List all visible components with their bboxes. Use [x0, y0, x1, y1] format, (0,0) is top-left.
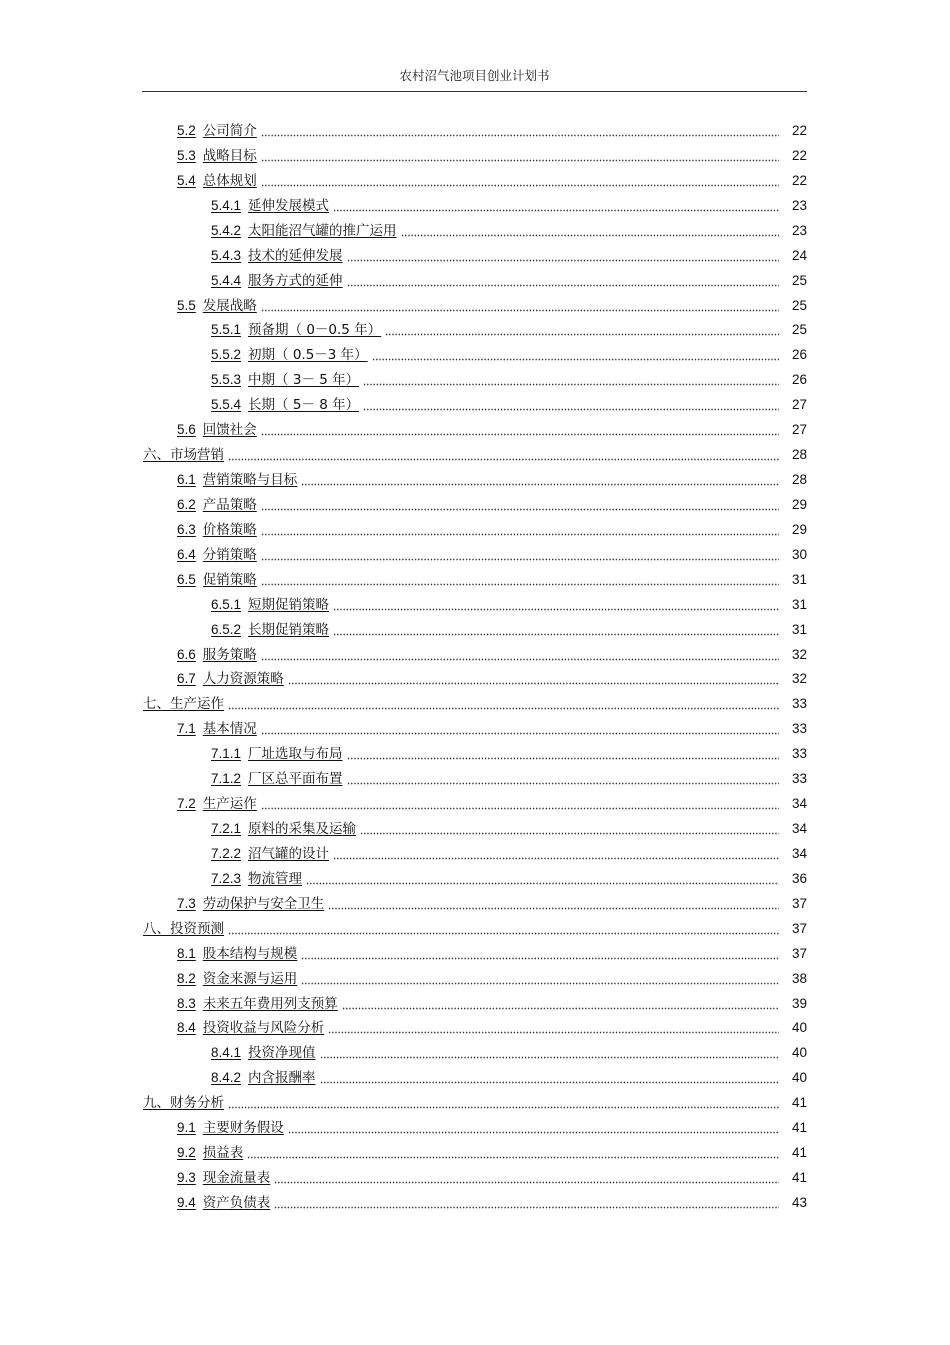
toc-entry[interactable]	[177, 719, 807, 739]
toc-entry-number: 7.2.1	[211, 821, 242, 837]
toc-entry-number: 5.5.3	[211, 372, 242, 388]
toc-dot-leader	[274, 1170, 779, 1184]
toc-entry[interactable]	[143, 919, 807, 939]
toc-dot-leader	[347, 771, 779, 785]
toc-dot-leader	[261, 572, 779, 586]
toc-page-number: 33	[791, 696, 807, 712]
toc-page-number: 29	[791, 521, 807, 537]
toc-page-number: 23	[791, 222, 807, 238]
toc-dot-leader	[306, 871, 779, 885]
toc-entry-number: 9.2	[177, 1145, 196, 1161]
toc-entry-label	[211, 769, 345, 789]
toc-entry-label	[211, 819, 358, 839]
toc-entry-text: 六、市场营销	[143, 447, 224, 464]
toc-entry[interactable]	[211, 595, 807, 615]
toc-page-number: 22	[791, 123, 807, 138]
toc-entry[interactable]	[177, 894, 807, 914]
toc-entry[interactable]	[211, 744, 807, 764]
toc-entry-label	[211, 395, 361, 415]
toc-entry-text: 公司简介	[202, 123, 257, 139]
toc-entry[interactable]	[177, 146, 807, 166]
toc-entry-label	[211, 595, 331, 615]
toc-dot-leader	[301, 971, 779, 985]
toc-entry-text: 资金来源与运用	[202, 970, 298, 987]
toc-dot-leader	[228, 921, 779, 935]
toc-entry-label	[211, 271, 345, 291]
toc-dot-leader	[347, 273, 779, 287]
toc-page-number: 27	[791, 422, 807, 438]
toc-dot-leader	[372, 347, 779, 361]
toc-entry[interactable]	[211, 1068, 807, 1088]
toc-entry-label	[211, 196, 331, 216]
toc-entry-number: 9.4	[177, 1194, 196, 1210]
toc-entry-label	[177, 171, 259, 191]
toc-entry-text: 厂址选取与布局	[248, 746, 343, 763]
toc-entry-label	[211, 370, 361, 390]
toc-dot-leader	[261, 547, 779, 561]
toc-entry-text: 服务策略	[202, 646, 257, 663]
toc-dot-leader	[247, 1145, 779, 1159]
toc-entry-label	[177, 570, 259, 590]
toc-dot-leader	[328, 1020, 779, 1034]
toc-entry-label	[177, 669, 286, 689]
toc-entry-number: 5.4.2	[211, 222, 242, 238]
toc-dot-leader	[363, 372, 779, 386]
toc-page-number: 34	[791, 845, 807, 861]
toc-entry-text: 太阳能沼气罐的推广运用	[248, 222, 397, 239]
toc-entry-label	[211, 246, 345, 266]
toc-entry-label	[211, 1068, 318, 1088]
toc-entry-label	[177, 1168, 272, 1188]
toc-dot-leader	[328, 896, 779, 910]
toc-page-number: 25	[791, 297, 807, 313]
toc-entry-text: 投资净现值	[248, 1045, 316, 1062]
toc-entry-label	[211, 345, 370, 365]
toc-entry-label	[177, 944, 299, 964]
toc-entry-label	[177, 719, 259, 739]
toc-dot-leader	[342, 996, 779, 1010]
toc-entry-number: 5.5.2	[211, 347, 242, 363]
toc-dot-leader	[360, 821, 779, 835]
toc-dot-leader	[401, 223, 779, 237]
toc-dot-leader	[333, 597, 779, 611]
toc-entry-number: 6.4	[177, 546, 196, 562]
toc-entry-number: 9.1	[177, 1120, 196, 1136]
toc-entry-label	[177, 296, 259, 316]
toc-entry[interactable]	[211, 769, 807, 789]
toc-entry-label	[177, 495, 259, 515]
toc-entry-number: 7.2	[177, 796, 196, 812]
toc-entry-label	[211, 1043, 318, 1063]
toc-dot-leader	[274, 1195, 779, 1209]
toc-entry-label	[143, 445, 226, 465]
toc-entry-text: 股本结构与规模	[202, 945, 298, 962]
toc-entry-label	[177, 545, 259, 565]
toc-entry[interactable]	[211, 1043, 807, 1063]
toc-entry-number: 7.3	[177, 895, 196, 911]
toc-entry-number: 7.1.1	[211, 746, 242, 762]
toc-entry[interactable]	[177, 944, 807, 964]
toc-entry-label	[211, 869, 304, 889]
toc-entry[interactable]	[177, 171, 807, 191]
toc-page-number: 41	[791, 1170, 807, 1186]
toc-entry-number: 8.4.1	[211, 1045, 242, 1061]
toc-entry-label	[211, 744, 345, 764]
toc-entry[interactable]	[177, 296, 807, 316]
toc-page-number: 30	[791, 546, 807, 562]
toc-page-number: 37	[791, 895, 807, 911]
toc-entry-text: 八、投资预测	[143, 920, 224, 937]
toc-entry-number: 6.5.2	[211, 621, 242, 637]
page-header-title: 农村沼气池项目创业计划书	[399, 68, 550, 83]
toc-page-number: 28	[791, 447, 807, 463]
toc-page-number: 23	[791, 197, 807, 213]
toc-entry-text: 发展战略	[202, 297, 257, 314]
toc-entry-text: 短期促销策略	[248, 596, 330, 613]
toc-dot-leader	[333, 846, 779, 860]
toc-entry[interactable]	[177, 794, 807, 814]
toc-dot-leader	[261, 173, 779, 187]
toc-dot-leader	[301, 946, 779, 960]
toc-entry-number: 7.1.2	[211, 771, 242, 787]
toc-page-number: 31	[791, 571, 807, 587]
toc-entry[interactable]	[211, 246, 807, 266]
toc-entry-number: 5.6	[177, 422, 196, 438]
toc-entry-number: 5.5.4	[211, 397, 242, 413]
toc-entry-number: 9.3	[177, 1170, 196, 1186]
toc-entry-text: 现金流量表	[202, 1170, 271, 1187]
toc-entry[interactable]	[211, 819, 807, 839]
toc-entry-text: 资产负债表	[202, 1194, 271, 1211]
toc-page-number: 38	[791, 970, 807, 986]
toc-page-number: 26	[791, 347, 807, 363]
toc-entry-number: 6.6	[177, 646, 196, 662]
toc-dot-leader	[301, 472, 779, 486]
toc-entry-text: 基本情况	[202, 721, 257, 738]
toc-page-number: 33	[791, 746, 807, 762]
toc-entry-number: 5.4	[177, 172, 196, 188]
toc-entry-number: 6.7	[177, 671, 196, 687]
toc-entry-number: 8.1	[177, 945, 196, 961]
toc-dot-leader	[261, 497, 779, 511]
toc-entry[interactable]	[177, 994, 807, 1014]
toc-entry-text: 七、生产运作	[143, 696, 224, 713]
toc-entry-text: 损益表	[202, 1145, 244, 1162]
toc-entry[interactable]	[177, 1018, 807, 1038]
toc-entry[interactable]	[177, 121, 807, 141]
toc-dot-leader	[288, 1120, 779, 1134]
toc-entry-text: 劳动保护与安全卫生	[202, 895, 325, 912]
toc-entry[interactable]	[177, 470, 807, 490]
toc-entry[interactable]	[177, 495, 807, 515]
toc-dot-leader	[333, 622, 779, 636]
toc-entry-label	[177, 520, 259, 540]
toc-dot-leader	[347, 248, 779, 262]
toc-entry-label	[143, 1093, 226, 1113]
toc-entry-number: 8.4	[177, 1020, 196, 1036]
toc-entry-text: 营销策略与目标	[202, 472, 298, 489]
toc-entry[interactable]	[211, 370, 807, 390]
toc-entry[interactable]	[211, 196, 807, 216]
toc-dot-leader	[261, 721, 779, 735]
toc-entry-text: 初期（ 0.5－3 年）	[248, 347, 368, 364]
toc-page-number: 33	[791, 771, 807, 787]
toc-entry[interactable]	[177, 1168, 807, 1188]
toc-entry-number: 7.2.2	[211, 845, 242, 861]
toc-entry-number: 5.5	[177, 297, 196, 313]
toc-page-number: 26	[791, 372, 807, 388]
toc-page-number: 25	[791, 322, 807, 338]
toc-entry-number: 5.4.1	[211, 197, 242, 213]
toc-page-number: 36	[791, 870, 807, 886]
toc-page-number: 22	[791, 172, 807, 188]
toc-entry-label	[177, 894, 326, 914]
toc-entry-text: 延伸发展模式	[248, 197, 330, 214]
toc-entry[interactable]	[177, 420, 807, 440]
toc-page-number: 33	[791, 721, 807, 737]
toc-dot-leader	[320, 1045, 779, 1059]
toc-page-number: 25	[791, 272, 807, 288]
toc-entry-number: 8.4.2	[211, 1070, 242, 1086]
toc-entry-text: 长期促销策略	[248, 621, 330, 638]
toc-dot-leader	[261, 647, 779, 661]
toc-dot-leader	[363, 397, 779, 411]
toc-page-number: 31	[791, 596, 807, 612]
toc-entry-text: 主要财务假设	[202, 1120, 284, 1137]
toc-entry-label	[177, 420, 259, 440]
toc-dot-leader	[228, 696, 779, 710]
toc-entry-text: 促销策略	[202, 571, 257, 588]
toc-entry-text: 中期（ 3－ 5 年）	[248, 372, 360, 389]
toc-entry-label	[211, 620, 331, 640]
toc-page-number: 43	[791, 1194, 807, 1210]
toc-page-number: 37	[791, 945, 807, 961]
toc-entry-label	[177, 794, 259, 814]
toc-entry[interactable]	[143, 694, 807, 714]
toc-entry-label	[177, 1018, 326, 1038]
toc-entry-text: 投资收益与风险分析	[202, 1020, 325, 1037]
toc-entry-label	[177, 1118, 286, 1138]
toc-entry[interactable]	[143, 1093, 807, 1113]
toc-entry-text: 人力资源策略	[202, 671, 284, 688]
toc-entry[interactable]	[211, 844, 807, 864]
toc-page-number: 28	[791, 472, 807, 488]
toc-entry-number: 5.4.4	[211, 272, 242, 288]
toc-entry-label	[177, 1143, 245, 1163]
toc-entry[interactable]	[177, 1193, 807, 1213]
toc-entry-text: 产品策略	[202, 496, 257, 513]
header-rule	[142, 91, 807, 92]
toc-entry-text: 内含报酬率	[248, 1070, 316, 1087]
toc-entry-number: 5.2	[177, 123, 196, 138]
toc-entry-number: 6.1	[177, 472, 196, 488]
toc-dot-leader	[288, 671, 779, 685]
toc-entry-text: 总体规划	[202, 172, 257, 189]
toc-entry-label	[177, 146, 259, 166]
toc-dot-leader	[261, 123, 779, 137]
toc-entry-text: 生产运作	[202, 796, 257, 813]
toc-dot-leader	[261, 298, 779, 312]
toc-entry[interactable]	[211, 620, 807, 640]
toc-entry[interactable]	[177, 1143, 807, 1163]
toc-entry-number: 6.2	[177, 496, 196, 512]
toc-dot-leader	[261, 522, 779, 536]
toc-page-number: 34	[791, 821, 807, 837]
toc-entry-number: 6.5	[177, 571, 196, 587]
toc-entry-label	[177, 121, 259, 141]
toc-entry-number: 7.1	[177, 721, 196, 737]
toc-page-number: 39	[791, 995, 807, 1011]
toc-dot-leader	[228, 447, 779, 461]
toc-entry-text: 价格策略	[202, 521, 257, 538]
toc-entry-number: 7.2.3	[211, 870, 242, 886]
toc-page-number: 29	[791, 496, 807, 512]
toc-page-number: 41	[791, 1120, 807, 1136]
toc-entry-text: 厂区总平面布置	[248, 771, 343, 788]
toc-entry[interactable]	[177, 645, 807, 665]
toc-entry-label	[177, 470, 299, 490]
toc-dot-leader	[333, 198, 779, 212]
toc-entry-text: 服务方式的延伸	[248, 272, 343, 289]
toc-entry-text: 未来五年费用列支预算	[202, 995, 338, 1012]
toc-entry-text: 物流管理	[248, 870, 303, 887]
toc-entry[interactable]	[211, 271, 807, 291]
toc-entry-text: 九、财务分析	[143, 1095, 224, 1112]
toc-entry-label	[211, 221, 399, 241]
toc-entry-label	[143, 919, 226, 939]
toc-page-number: 40	[791, 1070, 807, 1086]
toc-entry-label	[211, 320, 383, 340]
toc-dot-leader	[385, 322, 779, 336]
toc-page-number: 31	[791, 621, 807, 637]
toc-entry[interactable]	[177, 520, 807, 540]
toc-entry-label	[177, 1193, 272, 1213]
toc-entry-label	[177, 645, 259, 665]
toc-entry-number: 8.2	[177, 970, 196, 986]
toc-entry-text: 预备期（ 0－0.5 年）	[248, 322, 382, 339]
toc-entry-text: 沼气罐的设计	[248, 845, 330, 862]
toc-entry[interactable]	[177, 1118, 807, 1138]
toc-page-number: 32	[791, 671, 807, 687]
toc-entry[interactable]	[211, 221, 807, 241]
toc-entry-number: 5.4.3	[211, 247, 242, 263]
toc-entry-label	[177, 969, 299, 989]
toc-entry-label	[177, 994, 340, 1014]
toc-entry-text: 回馈社会	[202, 422, 257, 439]
toc-page-number: 34	[791, 796, 807, 812]
toc-page-number: 32	[791, 646, 807, 662]
toc-entry-number: 6.5.1	[211, 596, 242, 612]
toc-entry[interactable]	[211, 869, 807, 889]
toc-page-number: 40	[791, 1045, 807, 1061]
toc-entry-text: 分销策略	[202, 546, 257, 563]
toc-entry[interactable]	[177, 545, 807, 565]
toc-entry-number: 6.3	[177, 521, 196, 537]
toc-page-number: 37	[791, 920, 807, 936]
toc-page-number: 27	[791, 397, 807, 413]
toc-dot-leader	[347, 746, 779, 760]
toc-entry[interactable]	[143, 445, 807, 465]
toc-entry[interactable]	[211, 345, 807, 365]
toc-dot-leader	[320, 1070, 779, 1084]
toc-entry-number: 5.3	[177, 147, 196, 163]
toc-entry[interactable]	[177, 570, 807, 590]
toc-entry-text: 技术的延伸发展	[248, 247, 343, 264]
toc-entry[interactable]	[211, 395, 807, 415]
toc-entry-text: 原料的采集及运输	[248, 821, 357, 838]
toc-entry[interactable]	[177, 669, 807, 689]
toc-page-number: 40	[791, 1020, 807, 1036]
toc-page-number: 24	[791, 247, 807, 263]
toc-entry[interactable]	[177, 969, 807, 989]
toc-entry-text: 战略目标	[202, 147, 257, 164]
toc-page-number: 41	[791, 1145, 807, 1161]
toc-page-number: 41	[791, 1095, 807, 1111]
toc-entry-label	[143, 694, 226, 714]
toc-page-number: 22	[791, 147, 807, 163]
toc-dot-leader	[261, 796, 779, 810]
toc-dot-leader	[228, 1095, 779, 1109]
toc-entry[interactable]	[211, 320, 807, 340]
toc-entry-number: 5.5.1	[211, 322, 242, 338]
toc-entry-label	[211, 844, 331, 864]
toc-dot-leader	[261, 148, 779, 162]
toc-entry-text: 长期（ 5－ 8 年）	[248, 397, 360, 414]
toc-entry-number: 8.3	[177, 995, 196, 1011]
toc-dot-leader	[261, 422, 779, 436]
